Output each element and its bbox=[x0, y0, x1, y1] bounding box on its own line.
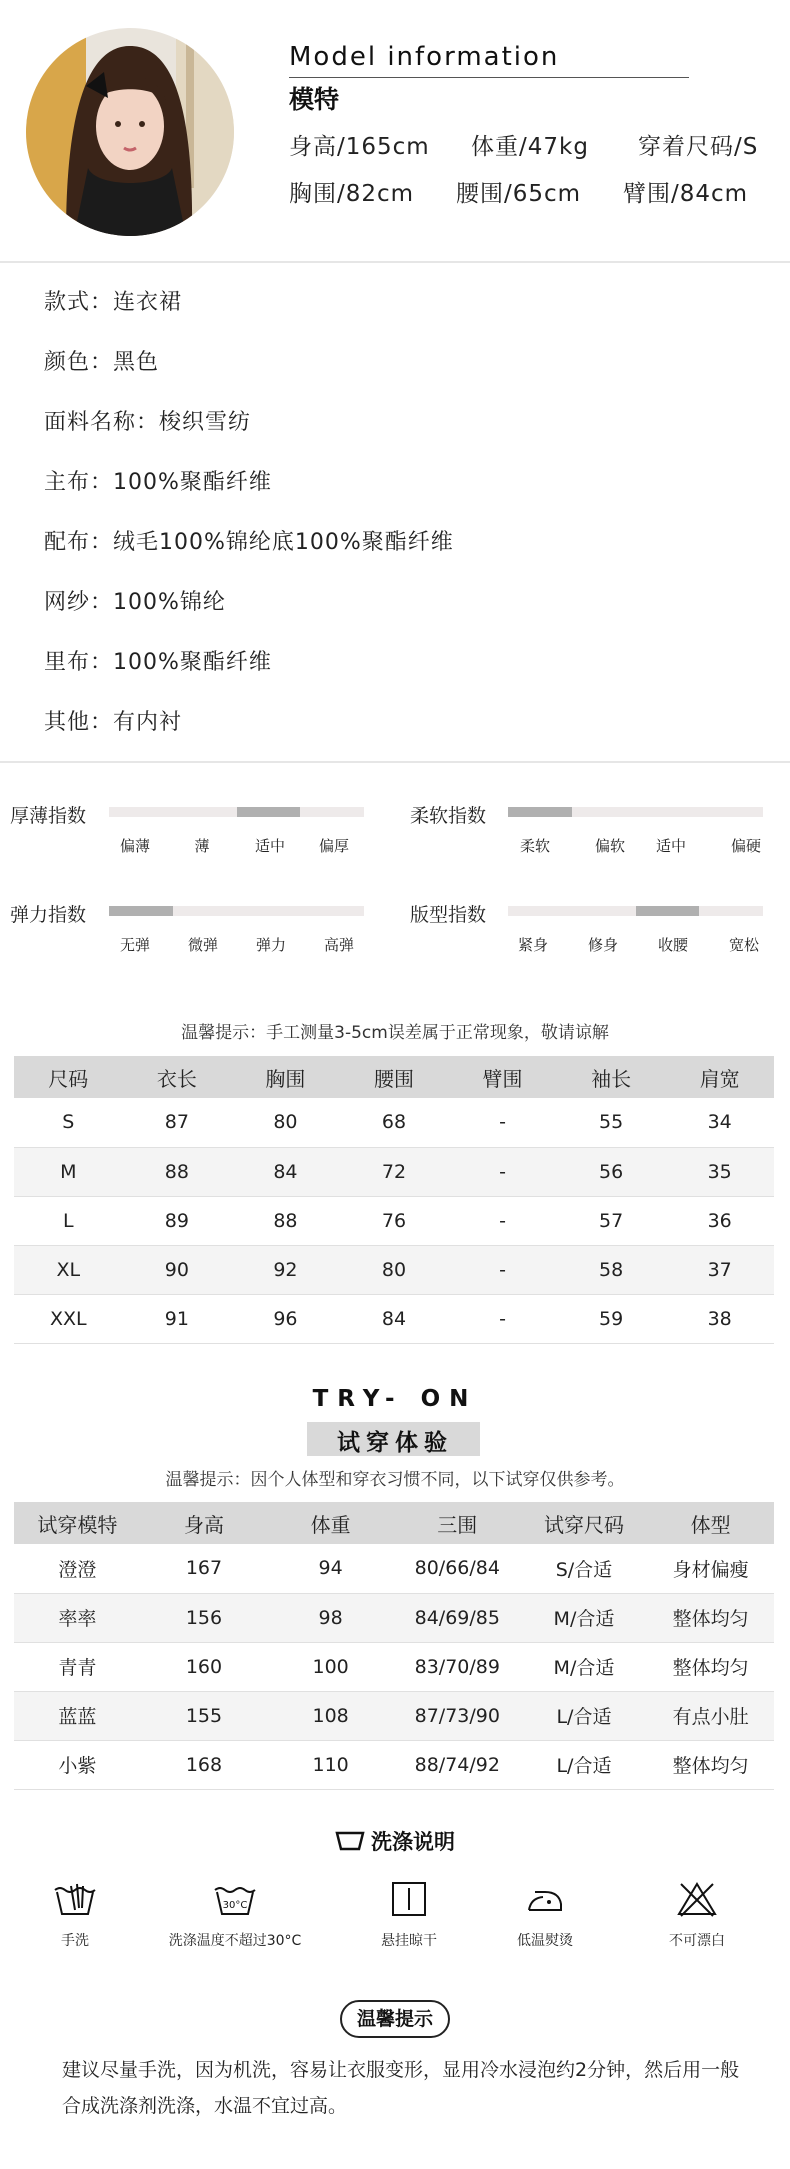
elasticity-index-bar bbox=[109, 906, 364, 916]
thickness-index-bar bbox=[109, 807, 364, 817]
size-col-header: 袖长 bbox=[557, 1056, 666, 1098]
table-cell: 80 bbox=[231, 1098, 340, 1147]
product-attributes bbox=[0, 263, 790, 763]
table-cell: 87/73/90 bbox=[394, 1691, 521, 1740]
table-row bbox=[14, 1593, 774, 1642]
thickness-option: 薄 bbox=[194, 837, 210, 855]
tryon-col-header: 三围 bbox=[394, 1502, 521, 1544]
tryon-col-header: 试穿模特 bbox=[14, 1502, 141, 1544]
table-cell: 有点小肚 bbox=[647, 1691, 774, 1740]
wash-item-hang-dry bbox=[334, 1880, 484, 1950]
table-cell: M bbox=[14, 1147, 123, 1196]
elasticity-option: 高弹 bbox=[323, 936, 354, 954]
size-col-header: 胸围 bbox=[231, 1056, 340, 1098]
tryon-col-header: 体型 bbox=[647, 1502, 774, 1544]
fit-option: 紧身 bbox=[517, 936, 548, 954]
washing-title-text: 洗涤说明 bbox=[371, 1830, 455, 1854]
fit-index-fill bbox=[636, 906, 700, 916]
table-cell: 83/70/89 bbox=[394, 1642, 521, 1691]
size-col-header: 臂围 bbox=[448, 1056, 557, 1098]
table-cell: 156 bbox=[141, 1593, 268, 1642]
softness-option: 柔软 bbox=[519, 837, 550, 855]
table-cell: 92 bbox=[231, 1245, 340, 1294]
table-cell: L/合适 bbox=[521, 1740, 648, 1789]
size-col-header: 尺码 bbox=[14, 1056, 123, 1098]
table-cell: L bbox=[14, 1196, 123, 1245]
table-cell: 80/66/84 bbox=[394, 1544, 521, 1593]
thickness-option: 偏厚 bbox=[318, 837, 349, 855]
table-cell: 青青 bbox=[14, 1642, 141, 1691]
hand-wash-icon bbox=[53, 1880, 97, 1918]
table-cell: - bbox=[448, 1294, 557, 1343]
tryon-title-cn: 试穿体验 bbox=[337, 1430, 453, 1456]
fit-option: 宽松 bbox=[728, 936, 759, 954]
size-note: 温馨提示：手工测量3-5cm误差属于正常现象，敬请谅解 bbox=[181, 1023, 609, 1043]
attr-color: 颜色：黑色 bbox=[44, 350, 160, 375]
table-cell: 80 bbox=[340, 1245, 449, 1294]
model-weight: 体重/47kg bbox=[471, 134, 589, 160]
table-cell: - bbox=[448, 1098, 557, 1147]
table-cell: 108 bbox=[267, 1691, 394, 1740]
low-iron-icon bbox=[523, 1880, 567, 1918]
table-cell: 110 bbox=[267, 1740, 394, 1789]
table-cell: 94 bbox=[267, 1544, 394, 1593]
table-cell: 96 bbox=[231, 1294, 340, 1343]
thickness-option: 偏薄 bbox=[119, 837, 150, 855]
table-row bbox=[14, 1691, 774, 1740]
table-cell: S/合适 bbox=[521, 1544, 648, 1593]
tryon-table bbox=[14, 1502, 774, 1790]
model-waist: 腰围/65cm bbox=[456, 181, 582, 207]
tryon-note: 温馨提示：因个人体型和穿衣习惯不同，以下试穿仅供参考。 bbox=[165, 1470, 625, 1490]
model-arm: 臂围/84cm bbox=[623, 181, 749, 207]
table-cell: 36 bbox=[665, 1196, 774, 1245]
table-cell: 88 bbox=[123, 1147, 232, 1196]
table-cell: 160 bbox=[141, 1642, 268, 1691]
attr-mesh: 网纱：100%锦纶 bbox=[44, 590, 226, 615]
table-row bbox=[14, 1098, 774, 1147]
wash-item-temperature bbox=[160, 1880, 310, 1950]
table-cell: 76 bbox=[340, 1196, 449, 1245]
table-row bbox=[14, 1740, 774, 1789]
table-cell: 68 bbox=[340, 1098, 449, 1147]
tryon-col-header: 体重 bbox=[267, 1502, 394, 1544]
attr-other: 其他：有内衬 bbox=[44, 710, 183, 735]
table-cell: XL bbox=[14, 1245, 123, 1294]
elasticity-option: 微弹 bbox=[187, 936, 218, 954]
size-table-header bbox=[14, 1056, 774, 1098]
table-cell: 167 bbox=[141, 1544, 268, 1593]
table-cell: - bbox=[448, 1245, 557, 1294]
softness-option: 偏硬 bbox=[730, 837, 761, 855]
attr-fabric-name: 面料名称：梭织雪纺 bbox=[44, 410, 252, 435]
table-row bbox=[14, 1642, 774, 1691]
model-photo bbox=[26, 28, 234, 236]
table-cell: 澄澄 bbox=[14, 1544, 141, 1593]
softness-option: 适中 bbox=[655, 837, 686, 855]
hang-dry-icon bbox=[387, 1880, 431, 1918]
table-cell: 90 bbox=[123, 1245, 232, 1294]
softness-index-bar bbox=[508, 807, 763, 817]
table-row bbox=[14, 1294, 774, 1343]
no-bleach-icon bbox=[675, 1880, 719, 1918]
table-cell: S bbox=[14, 1098, 123, 1147]
table-cell: 38 bbox=[665, 1294, 774, 1343]
model-title-en: Model information bbox=[289, 42, 560, 72]
table-cell: M/合适 bbox=[521, 1642, 648, 1691]
table-cell: 91 bbox=[123, 1294, 232, 1343]
elasticity-index-label: 弹力指数 bbox=[10, 904, 87, 926]
table-cell: 56 bbox=[557, 1147, 666, 1196]
thickness-index-label: 厚薄指数 bbox=[10, 805, 87, 827]
table-cell: 88/74/92 bbox=[394, 1740, 521, 1789]
model-bust: 胸围/82cm bbox=[289, 181, 415, 207]
wash-item-hand-wash bbox=[0, 1880, 150, 1950]
model-title-divider bbox=[289, 77, 689, 78]
table-cell: 35 bbox=[665, 1147, 774, 1196]
table-cell: 59 bbox=[557, 1294, 666, 1343]
attr-style: 款式：连衣裙 bbox=[44, 290, 183, 315]
table-cell: 84 bbox=[231, 1147, 340, 1196]
model-info-section bbox=[0, 0, 790, 263]
wash-label: 洗涤温度不超过30°C bbox=[168, 1933, 302, 1949]
table-cell: 89 bbox=[123, 1196, 232, 1245]
softness-index-label: 柔软指数 bbox=[410, 805, 487, 827]
table-cell: 58 bbox=[557, 1245, 666, 1294]
table-cell: 率率 bbox=[14, 1593, 141, 1642]
table-cell: 100 bbox=[267, 1642, 394, 1691]
table-cell: 37 bbox=[665, 1245, 774, 1294]
size-col-header: 腰围 bbox=[340, 1056, 449, 1098]
wash-basin-icon bbox=[335, 1830, 365, 1852]
attr-lining: 里布：100%聚酯纤维 bbox=[44, 650, 272, 675]
table-cell: 身材偏瘦 bbox=[647, 1544, 774, 1593]
fit-index-label: 版型指数 bbox=[410, 904, 487, 926]
table-cell: 55 bbox=[557, 1098, 666, 1147]
wash-label: 手洗 bbox=[61, 1933, 89, 1949]
table-cell: 整体均匀 bbox=[647, 1593, 774, 1642]
model-title-cn: 模特 bbox=[289, 85, 340, 114]
table-cell: 98 bbox=[267, 1593, 394, 1642]
tryon-col-header: 试穿尺码 bbox=[521, 1502, 648, 1544]
elasticity-option: 弹力 bbox=[255, 936, 286, 954]
table-row bbox=[14, 1544, 774, 1593]
table-cell: 57 bbox=[557, 1196, 666, 1245]
table-cell: - bbox=[448, 1196, 557, 1245]
table-cell: 84 bbox=[340, 1294, 449, 1343]
fit-index-bar bbox=[508, 906, 763, 916]
model-height: 身高/165cm bbox=[289, 134, 430, 160]
table-cell: 小紫 bbox=[14, 1740, 141, 1789]
tryon-title-en: TRY- ON bbox=[312, 1386, 478, 1412]
tryon-table-header bbox=[14, 1502, 774, 1544]
table-cell: 整体均匀 bbox=[647, 1642, 774, 1691]
table-cell: 87 bbox=[123, 1098, 232, 1147]
wash-label: 低温熨烫 bbox=[517, 1933, 573, 1949]
wash-item-no-bleach bbox=[622, 1880, 772, 1950]
attr-main-fabric: 主布：100%聚酯纤维 bbox=[44, 470, 272, 495]
attr-secondary-fabric: 配布：绒毛100%锦纶底100%聚酯纤维 bbox=[44, 530, 454, 555]
table-cell: XXL bbox=[14, 1294, 123, 1343]
table-cell: 整体均匀 bbox=[647, 1740, 774, 1789]
thickness-option: 适中 bbox=[254, 837, 285, 855]
table-cell: 蓝蓝 bbox=[14, 1691, 141, 1740]
wash-label: 悬挂晾干 bbox=[381, 1933, 437, 1949]
model-size: 穿着尺码/S bbox=[638, 134, 759, 160]
wash-item-low-iron bbox=[470, 1880, 620, 1950]
table-cell: 84/69/85 bbox=[394, 1593, 521, 1642]
table-cell: - bbox=[448, 1147, 557, 1196]
table-row bbox=[14, 1245, 774, 1294]
size-table bbox=[14, 1056, 774, 1344]
fabric-indexes bbox=[0, 763, 790, 1013]
table-cell: 88 bbox=[231, 1196, 340, 1245]
table-cell: 155 bbox=[141, 1691, 268, 1740]
table-cell: M/合适 bbox=[521, 1593, 648, 1642]
fit-option: 修身 bbox=[587, 936, 618, 954]
table-cell: 34 bbox=[665, 1098, 774, 1147]
table-cell: 72 bbox=[340, 1147, 449, 1196]
table-row bbox=[14, 1196, 774, 1245]
elasticity-option: 无弹 bbox=[119, 936, 150, 954]
wash-label: 不可漂白 bbox=[669, 1933, 725, 1949]
wash-30-icon bbox=[213, 1880, 257, 1918]
softness-option: 偏软 bbox=[594, 837, 625, 855]
size-col-header: 肩宽 bbox=[665, 1056, 774, 1098]
wash-temp-text: 30°C bbox=[222, 1900, 248, 1911]
fit-option: 收腰 bbox=[657, 936, 688, 954]
table-cell: L/合适 bbox=[521, 1691, 648, 1740]
tip-title: 温馨提示 bbox=[340, 2000, 450, 2038]
tryon-col-header: 身高 bbox=[141, 1502, 268, 1544]
softness-index-fill bbox=[508, 807, 572, 817]
washing-title bbox=[0, 1826, 790, 1857]
table-cell: 168 bbox=[141, 1740, 268, 1789]
size-col-header: 衣长 bbox=[123, 1056, 232, 1098]
thickness-index-fill bbox=[237, 807, 301, 817]
tip-text: 建议尽量手洗，因为机洗，容易让衣服变形，显用冷水浸泡约2分钟，然后用一般合成洗涤剂洗涤，水温不宜过高。 bbox=[62, 2059, 740, 2117]
elasticity-index-fill bbox=[109, 906, 173, 916]
table-row bbox=[14, 1147, 774, 1196]
